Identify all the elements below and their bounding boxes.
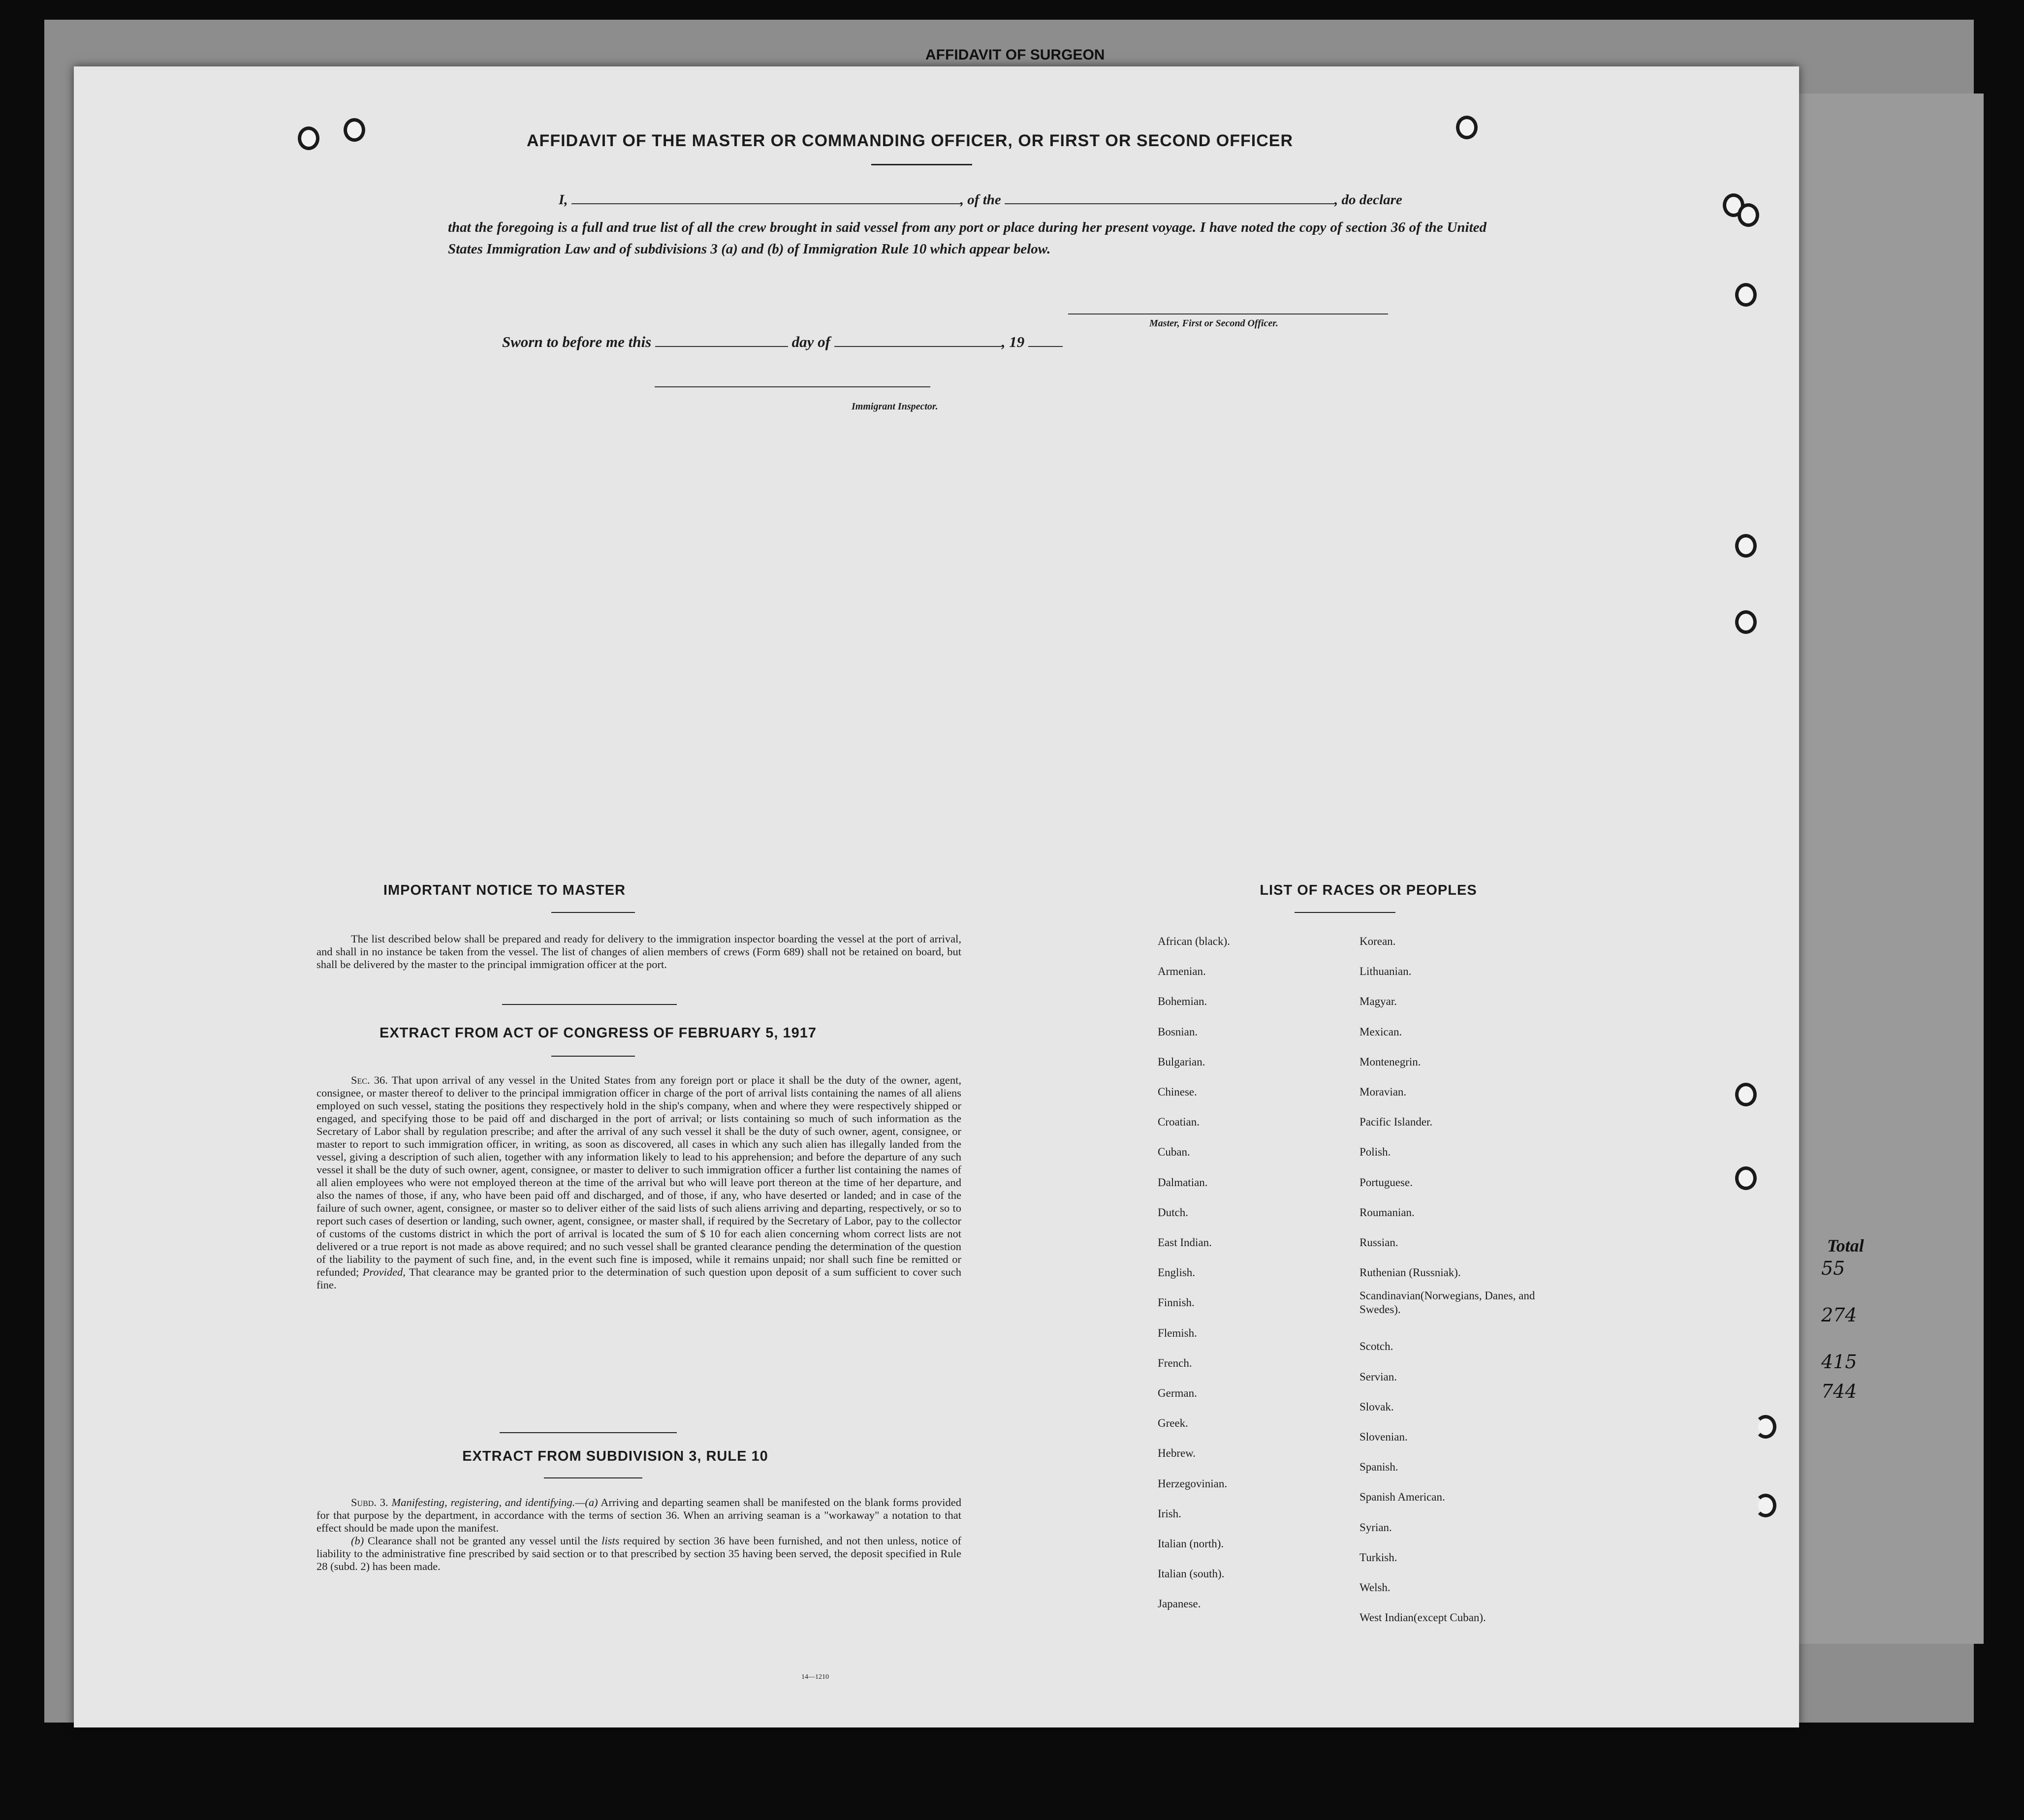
race-item: Ruthenian (Russniak).	[1360, 1266, 1461, 1279]
rule10-para-b-lists: lists	[601, 1535, 620, 1547]
tally-value: 415	[1821, 1351, 1857, 1373]
race-item: Dutch.	[1158, 1206, 1188, 1219]
race-item: Chinese.	[1158, 1086, 1197, 1098]
race-item: Herzegovinian.	[1158, 1477, 1228, 1490]
race-item: Pacific Islander.	[1360, 1116, 1433, 1129]
punch-hole	[1738, 203, 1759, 227]
punch-hole	[1755, 1494, 1776, 1517]
race-item: Dalmatian.	[1158, 1176, 1208, 1189]
race-item: English.	[1158, 1266, 1196, 1279]
sworn-year-blank[interactable]	[1028, 346, 1063, 347]
punch-hole	[1735, 283, 1757, 307]
race-item: Slovenian.	[1360, 1431, 1408, 1443]
tally-label: Total	[1827, 1236, 1864, 1255]
race-item: Japanese.	[1158, 1598, 1201, 1610]
race-item: West Indian(except Cuban).	[1360, 1611, 1486, 1624]
act-section-36	[316, 1074, 961, 1291]
inspector-signature-line[interactable]	[655, 386, 930, 387]
name-blank[interactable]	[571, 203, 960, 204]
race-item: Scotch.	[1360, 1340, 1393, 1353]
race-item: Bulgarian.	[1158, 1055, 1205, 1068]
divider	[502, 1004, 677, 1005]
sworn-line	[502, 333, 1063, 351]
race-item: Greek.	[1158, 1417, 1188, 1430]
tally-value: 274	[1821, 1304, 1857, 1326]
divider	[551, 912, 635, 913]
race-item: Spanish American.	[1360, 1491, 1445, 1504]
sworn-suffix: , 19	[1001, 333, 1025, 350]
sworn-month-blank[interactable]	[834, 346, 1002, 347]
race-item: Korean.	[1360, 935, 1396, 947]
race-item: Turkish.	[1360, 1551, 1397, 1564]
divider	[1295, 912, 1395, 913]
races-title: LIST OF RACES OR PEOPLES	[1260, 882, 1477, 898]
inspector-signature-label: Immigrant Inspector.	[852, 401, 938, 412]
vessel-blank[interactable]	[1005, 203, 1334, 204]
race-item: Servian.	[1360, 1370, 1397, 1383]
form-number: 14—1210	[801, 1673, 829, 1681]
sworn-middle: day of	[791, 333, 830, 350]
race-item: Syrian.	[1360, 1521, 1392, 1534]
rule10-body	[316, 1496, 961, 1573]
master-signature-label: Master, First or Second Officer.	[1149, 318, 1278, 329]
declaration-middle: , of the	[960, 192, 1001, 208]
rule10-subd-label: Subd. 3.	[351, 1496, 388, 1508]
rule10-para-b-text2: required by section 36 have been furnished, and not then unless, notice of liability to the administrative fine prescribed by said section or to that prescribed by section 35 having been served, the deposit specified in Rule 28 (subd. 2) has been made.	[316, 1535, 962, 1572]
punch-hole	[344, 118, 365, 142]
rule10-para-b	[316, 1535, 961, 1573]
race-item: Mexican.	[1360, 1025, 1402, 1038]
race-item: German.	[1158, 1387, 1197, 1400]
race-item: Spanish.	[1360, 1461, 1398, 1474]
race-item: Italian (north).	[1158, 1538, 1224, 1550]
form-page	[74, 66, 1799, 1727]
declaration-prefix: I,	[559, 192, 568, 208]
act-proviso-body: That clearance may be granted prior to the determination of such question upon deposit of a sum sufficient to cover such fine.	[316, 1266, 961, 1291]
rule10-title: EXTRACT FROM SUBDIVISION 3, RULE 10	[462, 1448, 768, 1464]
race-item: Polish.	[1360, 1146, 1391, 1159]
race-item: Russian.	[1360, 1236, 1398, 1249]
race-item: Armenian.	[1158, 965, 1206, 978]
race-item: Bohemian.	[1158, 995, 1207, 1008]
race-item: Irish.	[1158, 1507, 1181, 1520]
punch-hole	[298, 126, 319, 150]
races-column-2	[1360, 926, 1537, 1632]
sworn-day-blank[interactable]	[655, 346, 788, 347]
sworn-prefix: Sworn to before me this	[502, 333, 652, 350]
rule10-para-b-text1: Clearance shall not be granted any vessel until the	[367, 1535, 598, 1547]
race-item: Finnish.	[1158, 1296, 1195, 1309]
notice-title: IMPORTANT NOTICE TO MASTER	[383, 882, 626, 898]
race-item: Portuguese.	[1360, 1176, 1413, 1189]
affidavit-body: that the foregoing is a full and true list of all the crew brought in said vessel from any port or place during her present voyage. I have noted the copy of section 36 of the United States Immigration Law and of subdivisions 3 (a) and (b) of Immigration Rule 10 which appear below.	[448, 220, 1486, 257]
rule10-heading: Manifesting, registering, and identifying.—(a)	[391, 1496, 598, 1508]
notice-body: The list described below shall be prepared and ready for delivery to the immigration inspector boarding the vessel at the port of arrival, and shall in no instance be taken from the vessel. The list of changes of alien members of crews (Form 689) shall not be retained on board, but shall be delivered by the master to the principal immigration officer at the port.	[316, 933, 961, 971]
race-item: French.	[1158, 1356, 1192, 1369]
race-item: Bosnian.	[1158, 1025, 1198, 1038]
races-column-1	[1158, 926, 1230, 1619]
affidavit-title: AFFIDAVIT OF THE MASTER OR COMMANDING OFFICER, OR FIRST OR SECOND OFFICER	[527, 131, 1293, 150]
race-item: Moravian.	[1360, 1086, 1407, 1098]
race-item: Croatian.	[1158, 1116, 1200, 1129]
act-proviso-label: Provided,	[362, 1266, 406, 1278]
declaration-suffix: , do declare	[1334, 192, 1402, 208]
race-item: Cuban.	[1158, 1146, 1190, 1159]
back-sheet-edge	[1792, 94, 1984, 1644]
rule10-para-a	[316, 1496, 961, 1535]
race-item: Scandinavian(Norwegians, Danes, and Swedes).	[1360, 1289, 1535, 1316]
race-item: Welsh.	[1360, 1581, 1391, 1594]
punch-hole	[1735, 1083, 1757, 1106]
rule10-para-a-text: Arriving and departing seamen shall be manifested on the blank forms provided for that purpose by the department, in accordance with the terms of section 36. When an arriving seaman is a "workaway" a notation to that effect should be made upon the manifest.	[316, 1496, 961, 1534]
act-section-label: Sec. 36.	[351, 1074, 388, 1086]
race-item: African (black).	[1158, 935, 1230, 947]
punch-hole	[1456, 116, 1478, 139]
divider	[544, 1477, 642, 1478]
act-section-body: That upon arrival of any vessel in the United States from any foreign port or place it shall be the duty of the owner, agent, consignee, or master thereof to deliver to the principal immigration officer in charge of the port of arrival lists containing the names of all aliens employed on such vessel, stating the positions they respectively hold in the ship's company, when and where they were respectively shipped or engaged, and specifying those to be paid off and discharged in the port of arrival; or lists containing so much of such information as the Secretary of Labor shall by regulation prescribe; and after the arrival of any such vessel it shall be the duty of such owner, agent, consignee, or master to report to such immigration officer, in writing, as soon as discovered, all cases in which any such alien has illegally landed from the vessel, giving a description of such alien, together with any information likely to lead to his apprehension; and before the departure of any such vessel it shall be the duty of such owner, agent, consignee, or master to deliver to such immigration officer a further list containing the names of all alien employees who were not employed thereon at the time of the arrival but who will leave port thereon at the time of her departure, and also the names of those, if any, who have been paid off and discharged, and of those, if any, who have deserted or landed; and in case of the failure of such owner, agent, consignee, or master so to deliver either of the said lists of such aliens arriving and departing, respectively, or so to report such cases of desertion or landing, such owner, agent, consignee, or master shall, if required by the Secretary of Labor, pay to the collector of customs of the customs district in which the port of arrival is located the sum of $ 10 for each alien concerning whom correct lists are not delivered or a true report is not made as above required; and no such vessel shall be granted clearance pending the determination of the question of the liability to the payment of such fine, and, in the event such fine is imposed, while it remains unpaid; nor shall such fine be remitted or refunded;	[316, 1074, 962, 1278]
punch-hole	[1735, 1166, 1757, 1190]
affidavit-declaration-line	[559, 192, 1402, 208]
tally-value: 55	[1821, 1257, 1845, 1279]
divider	[871, 164, 972, 165]
back-sheet-header: AFFIDAVIT OF SURGEON	[925, 47, 1105, 63]
race-item: Lithuanian.	[1360, 965, 1412, 978]
divider	[551, 1056, 635, 1057]
race-item: Italian (south).	[1158, 1568, 1225, 1580]
divider	[500, 1432, 677, 1433]
race-item: Hebrew.	[1158, 1447, 1196, 1460]
race-item: Slovak.	[1360, 1400, 1394, 1413]
race-item: East Indian.	[1158, 1236, 1212, 1249]
race-item: Montenegrin.	[1360, 1055, 1421, 1068]
race-item: Roumanian.	[1360, 1206, 1415, 1219]
act-title: EXTRACT FROM ACT OF CONGRESS OF FEBRUARY 5, 1917	[379, 1025, 817, 1041]
race-item: Magyar.	[1360, 995, 1397, 1008]
tally-value: 744	[1821, 1381, 1857, 1402]
race-item: Flemish.	[1158, 1326, 1197, 1339]
punch-hole	[1735, 610, 1757, 634]
punch-hole	[1755, 1415, 1776, 1439]
punch-hole	[1735, 534, 1757, 558]
rule10-b-label: (b)	[351, 1535, 364, 1547]
